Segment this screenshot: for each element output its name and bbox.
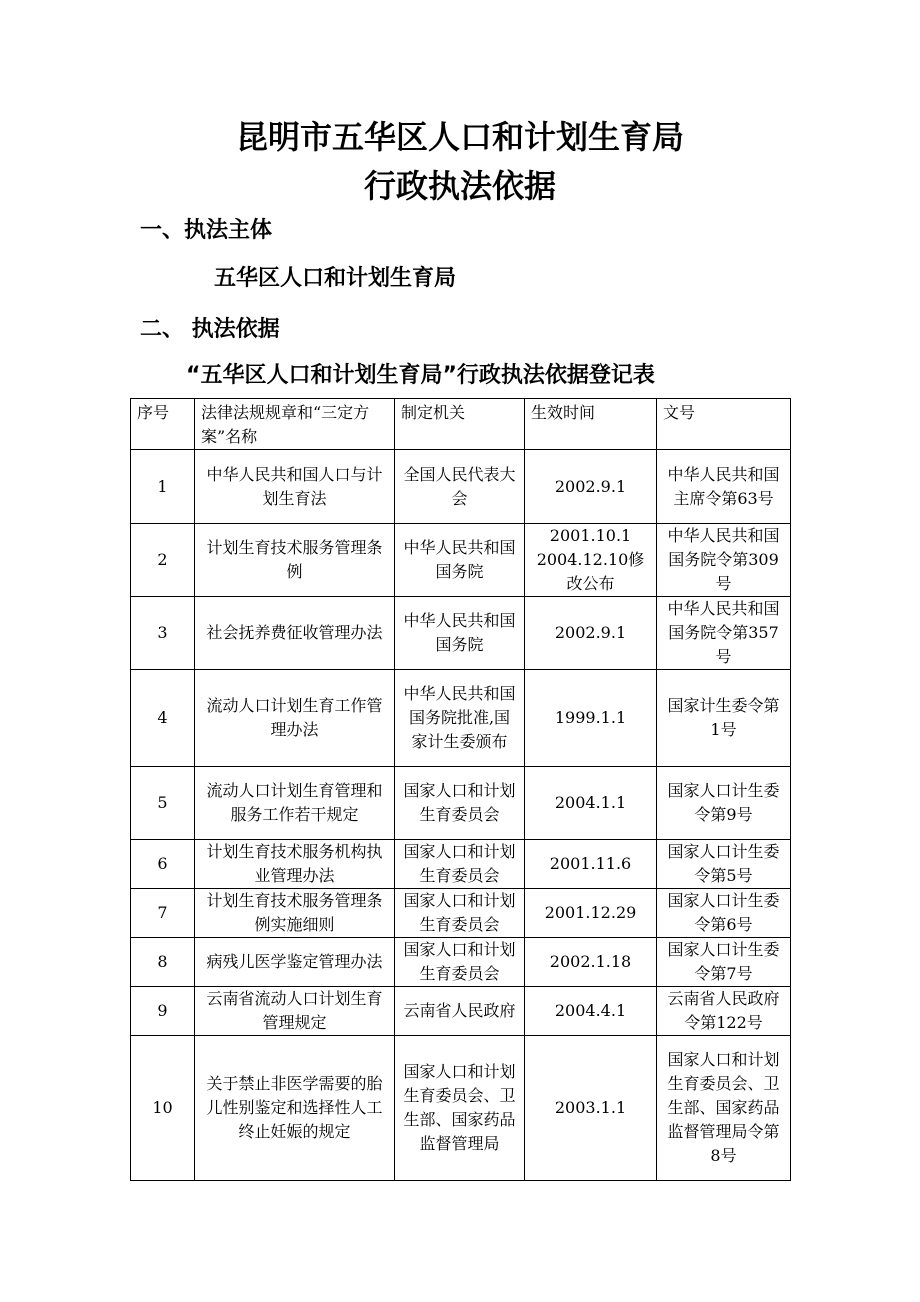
cell-date: 2004.1.1 xyxy=(525,767,657,840)
cell-date: 2001.10.1 2004.12.10修改公布 xyxy=(525,524,657,597)
cell-doc: 国家人口计生委令第9号 xyxy=(657,767,791,840)
cell-name: 计划生育技术服务机构执业管理办法 xyxy=(195,840,395,889)
cell-no: 1 xyxy=(131,450,195,524)
cell-agency: 中华人民共和国国务院 xyxy=(395,524,525,597)
cell-no: 6 xyxy=(131,840,195,889)
table-header-row xyxy=(131,399,791,450)
cell-no: 10 xyxy=(131,1036,195,1181)
header-no: 序号 xyxy=(131,399,195,450)
cell-no: 4 xyxy=(131,670,195,767)
cell-no: 2 xyxy=(131,524,195,597)
table-row xyxy=(131,670,791,767)
cell-doc: 国家人口计生委令第7号 xyxy=(657,938,791,987)
cell-name: 社会抚养费征收管理办法 xyxy=(195,597,395,670)
cell-date: 2003.1.1 xyxy=(525,1036,657,1181)
cell-agency: 国家人口和计划生育委员会 xyxy=(395,889,525,938)
cell-doc: 云南省人民政府令第122号 xyxy=(657,987,791,1036)
table-row xyxy=(131,597,791,670)
section2-heading: 二、 执法依据 xyxy=(140,317,280,342)
cell-doc: 国家人口和计划生育委员会、卫生部、国家药品监督管理局令第8号 xyxy=(657,1036,791,1181)
table-row xyxy=(131,767,791,840)
cell-doc: 国家人口计生委令第6号 xyxy=(657,889,791,938)
table-row xyxy=(131,450,791,524)
section1-body: 五华区人口和计划生育局 xyxy=(214,266,457,291)
cell-doc: 中华人民共和国主席令第63号 xyxy=(657,450,791,524)
table-row xyxy=(131,987,791,1036)
cell-name: 流动人口计划生育管理和服务工作若干规定 xyxy=(195,767,395,840)
cell-agency: 中华人民共和国国务院 xyxy=(395,597,525,670)
cell-name: 计划生育技术服务管理条例 xyxy=(195,524,395,597)
cell-name: 关于禁止非医学需要的胎儿性别鉴定和选择性人工终止妊娠的规定 xyxy=(195,1036,395,1181)
table-row xyxy=(131,840,791,889)
cell-date: 1999.1.1 xyxy=(525,670,657,767)
registry-table xyxy=(130,398,791,1181)
cell-date: 2002.9.1 xyxy=(525,450,657,524)
cell-doc: 中华人民共和国国务院令第357号 xyxy=(657,597,791,670)
cell-date: 2004.4.1 xyxy=(525,987,657,1036)
cell-date: 2002.9.1 xyxy=(525,597,657,670)
cell-agency: 国家人口和计划生育委员会 xyxy=(395,938,525,987)
cell-date: 2001.11.6 xyxy=(525,840,657,889)
table-body xyxy=(131,450,791,1181)
header-doc: 文号 xyxy=(657,399,791,450)
cell-agency: 云南省人民政府 xyxy=(395,987,525,1036)
document-title: 昆明市五华区人口和计划生育局 xyxy=(235,118,684,156)
cell-doc: 中华人民共和国国务院令第309号 xyxy=(657,524,791,597)
header-agency: 制定机关 xyxy=(395,399,525,450)
cell-no: 8 xyxy=(131,938,195,987)
header-date: 生效时间 xyxy=(525,399,657,450)
table-row xyxy=(131,889,791,938)
cell-no: 5 xyxy=(131,767,195,840)
cell-agency: 国家人口和计划生育委员会、卫生部、国家药品监督管理局 xyxy=(395,1036,525,1181)
cell-date: 2001.12.29 xyxy=(525,889,657,938)
table-row xyxy=(131,938,791,987)
cell-name: 病残儿医学鉴定管理办法 xyxy=(195,938,395,987)
cell-no: 3 xyxy=(131,597,195,670)
cell-doc: 国家人口计生委令第5号 xyxy=(657,840,791,889)
table-row xyxy=(131,524,791,597)
cell-no: 9 xyxy=(131,987,195,1036)
cell-name: 计划生育技术服务管理条例实施细则 xyxy=(195,889,395,938)
cell-agency: 国家人口和计划生育委员会 xyxy=(395,840,525,889)
cell-date: 2002.1.18 xyxy=(525,938,657,987)
cell-name: 云南省流动人口计划生育管理规定 xyxy=(195,987,395,1036)
section1-heading: 一、执法主体 xyxy=(140,218,273,243)
cell-name: 流动人口计划生育工作管理办法 xyxy=(195,670,395,767)
document-subtitle: 行政执法依据 xyxy=(363,167,556,205)
table-caption: “五华区人口和计划生育局”行政执法依据登记表 xyxy=(186,363,655,388)
cell-doc: 国家计生委令第1号 xyxy=(657,670,791,767)
cell-name: 中华人民共和国人口与计划生育法 xyxy=(195,450,395,524)
header-name: 法律法规规章和“三定方案”名称 xyxy=(195,399,395,450)
cell-agency: 全国人民代表大会 xyxy=(395,450,525,524)
cell-agency: 中华人民共和国国务院批准,国家计生委颁布 xyxy=(395,670,525,767)
cell-agency: 国家人口和计划生育委员会 xyxy=(395,767,525,840)
table-row xyxy=(131,1036,791,1181)
cell-no: 7 xyxy=(131,889,195,938)
